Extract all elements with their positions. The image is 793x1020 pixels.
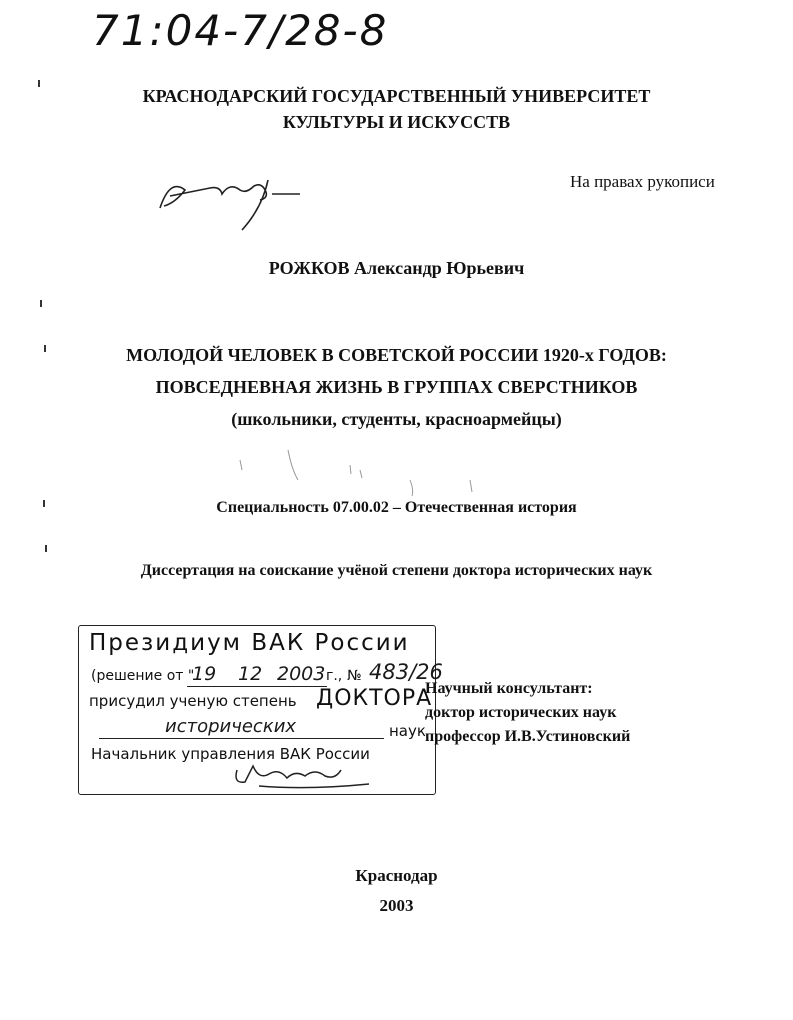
stamp-head-label: Начальник управления ВАК России <box>91 745 370 763</box>
stamp-number-label: № <box>347 668 362 684</box>
consultant-degree: доктор исторических наук <box>425 704 617 721</box>
thesis-title-line3: (школьники, студенты, красноармейцы) <box>231 409 562 429</box>
consultant-label: Научный консультант: <box>425 680 593 697</box>
stamp-degree: ДОКТОРА <box>316 686 433 711</box>
stamp-signature <box>229 756 379 792</box>
thesis-title-line1: МОЛОДОЙ ЧЕЛОВЕК В СОВЕТСКОЙ РОССИИ 1920-х ГОДОВ: <box>126 345 667 365</box>
author-signature <box>150 168 310 238</box>
scan-mark <box>40 300 42 307</box>
dissertation-line: Диссертация на соискание учёной степени доктора исторических наук <box>140 562 653 579</box>
stamp-decision-label: (решение от " <box>91 668 195 684</box>
vak-award-stamp <box>78 625 443 795</box>
scan-mark <box>45 545 47 552</box>
stamp-date-year: 2003 <box>277 663 326 685</box>
stamp-date-month: 12 <box>238 663 263 685</box>
publication-year: 2003 <box>379 896 414 915</box>
university-name-line2: КУЛЬТУРЫ И ИСКУССТВ <box>282 112 511 132</box>
stamp-date-day: 19 <box>192 663 217 685</box>
stamp-date-underline <box>187 686 327 687</box>
stamp-year-suffix: г., <box>326 668 343 684</box>
thesis-title-line2: ПОВСЕДНЕВНАЯ ЖИЗНЬ В ГРУППАХ СВЕРСТНИКОВ <box>155 377 638 397</box>
scan-mark <box>44 345 46 352</box>
archive-code: 71:04-7/28-8 <box>92 6 389 55</box>
stamp-decision-number: 483/26 <box>369 660 443 684</box>
consultant-name: профессор И.В.Устиновский <box>425 728 631 745</box>
university-name-line1: КРАСНОДАРСКИЙ ГОСУДАРСТВЕННЫЙ УНИВЕРСИТЕТ <box>142 86 651 106</box>
stamp-title: Президиум ВАК России <box>89 630 410 656</box>
specialty-line: Специальность 07.00.02 – Отечественная история <box>216 499 577 516</box>
scan-mark <box>38 80 40 87</box>
scan-mark <box>43 500 45 507</box>
stamp-science-field: исторических <box>165 716 297 737</box>
stamp-awarded-label: присудил ученую степень <box>89 692 297 710</box>
stamp-field-underline <box>99 738 384 739</box>
stamp-sciences-label: наук <box>389 722 426 740</box>
manuscript-rights-label: На правах рукописи <box>570 172 715 191</box>
city: Краснодар <box>355 866 438 885</box>
author-name: РОЖКОВ Александр Юрьевич <box>268 258 525 278</box>
